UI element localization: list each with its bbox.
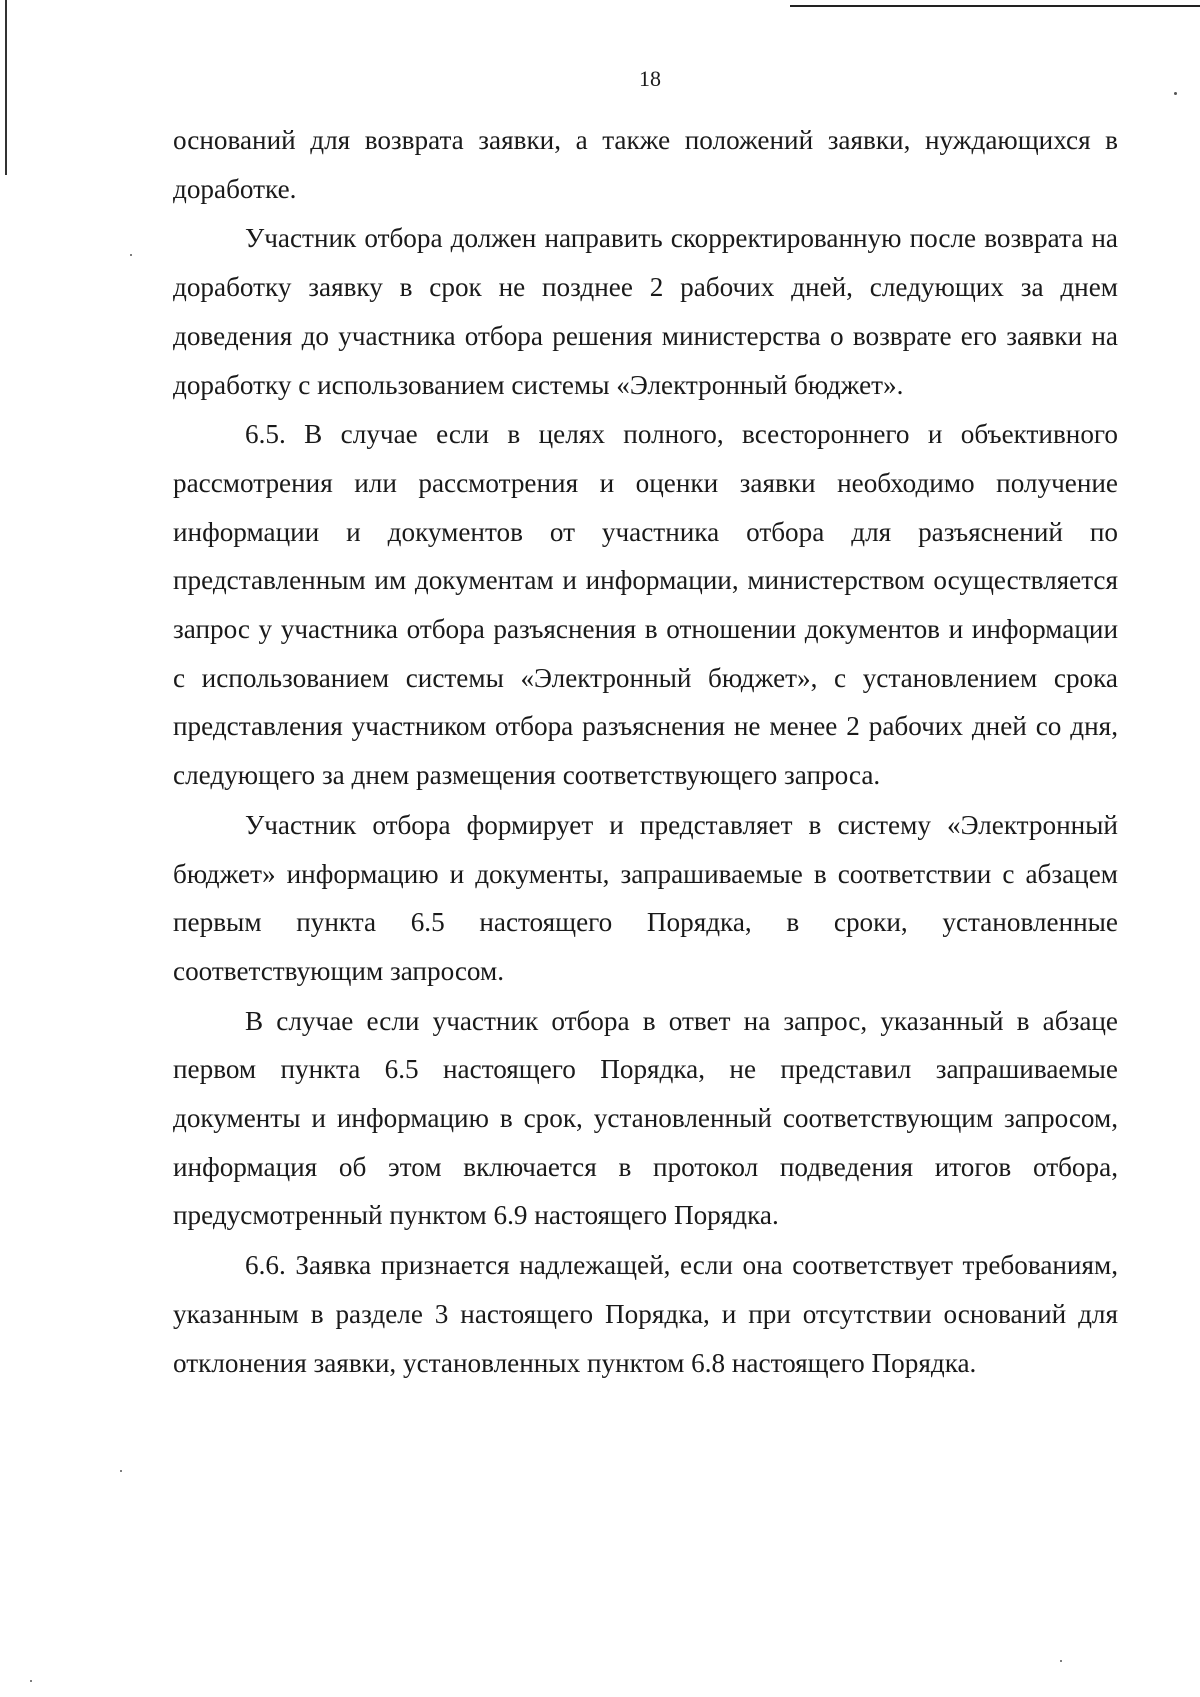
paragraph-information-submission: Участник отбора формирует и представляет в систему «Электронный бюджет» информацию и документы, запрашиваемые в соответствии с абзацем первым пункта 6.5 настоящего Порядка, в сроки, установленные соответствующим запросом. (173, 809, 1118, 986)
scan-speck (1060, 1660, 1062, 1662)
document-body (173, 116, 1118, 1388)
paragraph-clause-6-6: 6.6. Заявка признается надлежащей, если она соответствует требованиям, указанным в разделе 3 настоящего Порядка, и при отсутствии оснований для отклонения заявки, установленных пунктом 6.8 настоящего Порядка. (173, 1250, 1118, 1378)
scan-border-top (790, 5, 1200, 7)
scan-speck (1174, 92, 1177, 95)
page-number: 18 (639, 66, 661, 91)
scan-speck (120, 1470, 122, 1472)
scan-speck (130, 254, 132, 256)
paragraph-continuation: оснований для возврата заявки, а также положений заявки, нуждающихся в доработке. (173, 125, 1118, 204)
paragraph-clause-6-5: 6.5. В случае если в целях полного, всестороннего и объективного рассмотрения или рассмотрения и оценки заявки необходимо получение информации и документов от участника отбора для разъяснений по представленным им документам и информации, министерством осуществляется запрос у участника отбора разъяснения в отношении документов и информации с использованием системы «Электронный бюджет», с установлением срока представления участником отбора разъяснения не менее 2 рабочих дней со дня, следующего за днем размещения соответствующего запроса. (173, 419, 1118, 791)
paragraph-resubmission-deadline: Участник отбора должен направить скорректированную после возврата на доработку заявку в срок не позднее 2 рабочих дней, следующих за днем доведения до участника отбора решения министерства о возврате его заявки на доработку с использованием системы «Электронный бюджет». (173, 223, 1118, 400)
paragraph-non-submission: В случае если участник отбора в ответ на запрос, указанный в абзаце первом пункта 6.5 настоящего Порядка, не представил запрашиваемые документы и информацию в срок, установленный соответствующим запросом, информация об этом включается в протокол подведения итогов отбора, предусмотренный пунктом 6.9 настоящего Порядка. (173, 1005, 1118, 1231)
scan-speck (30, 1680, 32, 1682)
